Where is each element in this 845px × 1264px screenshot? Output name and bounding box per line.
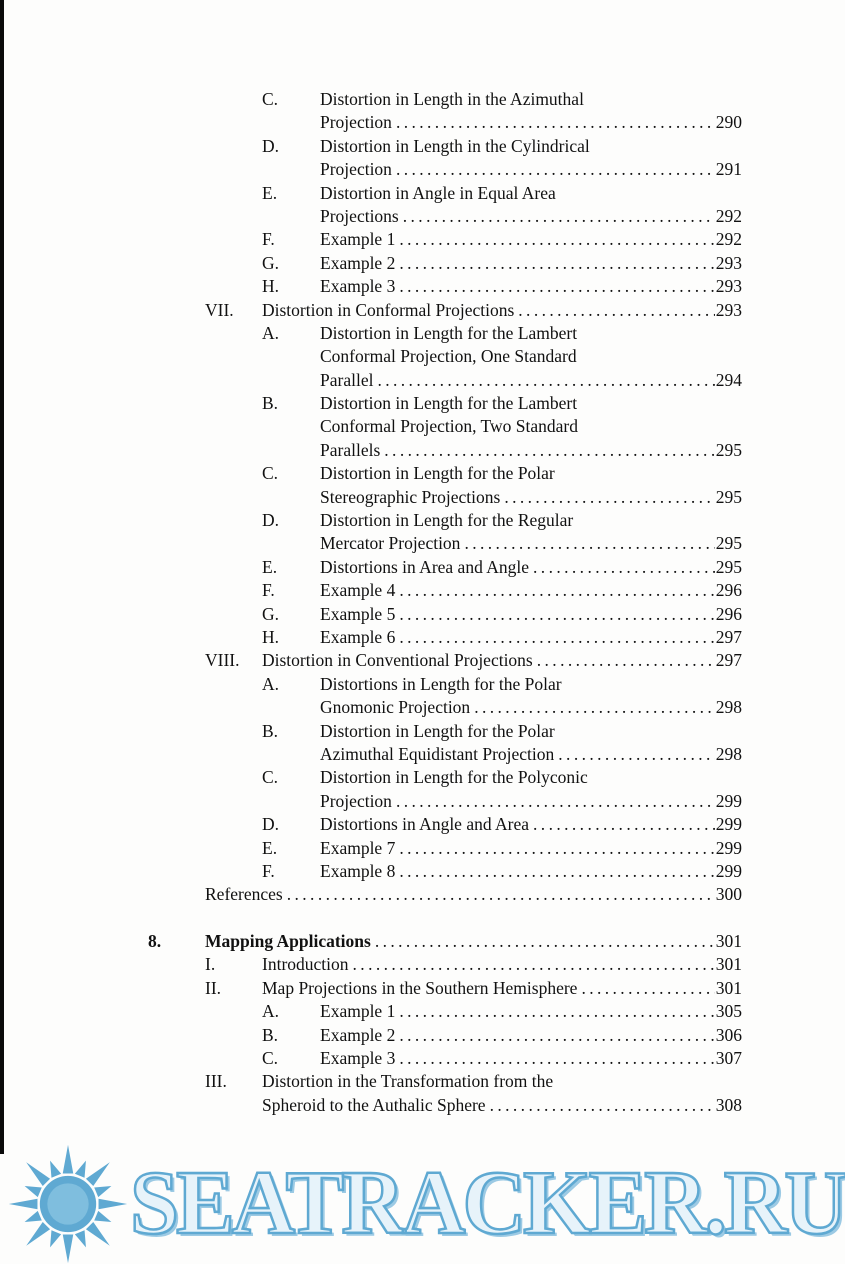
toc-page-number: 295	[715, 439, 742, 460]
toc-entry-number: F.	[262, 229, 275, 250]
toc-entry-text: Conformal Projection, Two Standard	[320, 416, 578, 437]
toc-row	[148, 415, 742, 438]
toc-entry-text: Example 2	[320, 1024, 396, 1045]
toc-entry-text: Gnomonic Projection	[320, 697, 471, 718]
toc-row	[148, 977, 742, 1000]
toc-row	[148, 743, 742, 766]
toc-entry-text: Projection	[320, 112, 392, 133]
toc-row	[148, 88, 742, 111]
dot-leader	[399, 228, 714, 251]
toc-entry-text: Distortion in Length for the Lambert	[320, 393, 578, 414]
toc-row	[148, 720, 742, 743]
toc-entry-number: III.	[205, 1071, 227, 1092]
toc-page-number: 298	[715, 697, 742, 718]
toc-entry-text: Example 6	[320, 626, 396, 647]
toc-entry-number: F.	[262, 580, 275, 601]
toc-page-number: 299	[715, 860, 742, 881]
scan-edge-artifact	[0, 0, 4, 1154]
toc-page-number: 298	[715, 743, 742, 764]
toc-entry-text: Distortions in Length for the Polar	[320, 673, 562, 694]
toc-page-number: 292	[715, 205, 742, 226]
toc-row	[148, 766, 742, 789]
toc-page-number: 305	[715, 1001, 742, 1022]
toc-page-number: 300	[715, 884, 742, 905]
toc-row	[148, 462, 742, 485]
toc-row	[148, 1024, 742, 1047]
toc-page-number: 293	[715, 276, 742, 297]
toc-page-number: 307	[715, 1048, 742, 1069]
toc-page-number: 294	[715, 369, 742, 390]
toc-entry-text: Example 8	[320, 860, 396, 881]
toc-entry-text: Azimuthal Equidistant Projection	[320, 743, 555, 764]
toc-entry-text: Distortion in Length for the Polar	[320, 720, 555, 741]
toc-entry-text: Example 1	[320, 1001, 396, 1022]
toc-row	[148, 1047, 742, 1070]
dot-leader	[399, 860, 714, 883]
toc-page-number: 297	[715, 626, 742, 647]
toc-entry-text: Distortion in Conformal Projections	[262, 299, 515, 320]
toc-entry-text: Distortion in Length in the Cylindrical	[320, 135, 590, 156]
dot-leader	[375, 930, 715, 953]
toc-entry-number: D.	[262, 135, 280, 156]
toc-page-number: 293	[715, 252, 742, 273]
dot-leader	[399, 252, 714, 275]
dot-leader	[537, 649, 715, 672]
toc-row	[148, 837, 742, 860]
toc-entry-text: Distortion in Length in the Azimuthal	[320, 89, 584, 109]
toc-entry-text: Mapping Applications	[205, 931, 371, 952]
toc-row	[148, 299, 742, 322]
toc-row	[148, 883, 742, 906]
toc-entry-text: Distortion in the Transformation from the	[262, 1071, 554, 1092]
dot-leader	[396, 790, 715, 813]
toc-page-number: 301	[715, 977, 742, 998]
toc-entry-number: E.	[262, 837, 278, 858]
toc-page-number: 308	[715, 1094, 742, 1115]
toc-row	[148, 322, 742, 345]
toc-page-number: 295	[715, 486, 742, 507]
toc-entry-text: Distortion in Conventional Projections	[262, 650, 533, 671]
toc-entry-text: Parallels	[320, 439, 381, 460]
sun-core-inner	[47, 1183, 88, 1224]
watermark	[0, 1142, 845, 1264]
toc-entry-number: I.	[205, 954, 216, 975]
dot-leader	[464, 532, 714, 555]
dot-leader	[353, 953, 715, 976]
watermark-text: SEATRACKER.RU	[130, 1153, 845, 1254]
toc-spacer	[148, 907, 742, 930]
toc-entry-number: F.	[262, 860, 275, 881]
toc-entry-text: Example 5	[320, 603, 396, 624]
toc-entry-number: VIII.	[205, 650, 240, 671]
toc-entry-text: Distortion in Angle in Equal Area	[320, 182, 556, 203]
toc-row	[148, 111, 742, 134]
toc-row	[148, 696, 742, 719]
dot-leader	[504, 486, 714, 509]
toc-entry-text: Conformal Projection, One Standard	[320, 346, 577, 367]
toc-entry-text: Example 3	[320, 1048, 396, 1069]
toc-row	[148, 532, 742, 555]
toc-entry-text: Spheroid to the Authalic Sphere	[262, 1094, 486, 1115]
toc-entry-number: H.	[262, 276, 280, 297]
toc-entry-number: C.	[262, 1048, 279, 1069]
toc-entry-number: H.	[262, 626, 280, 647]
toc-row	[148, 603, 742, 626]
toc-page-number: 293	[715, 299, 742, 320]
toc-page-number: 296	[715, 603, 742, 624]
toc-page-number: 299	[715, 814, 742, 835]
dot-leader	[287, 883, 715, 906]
toc-row	[148, 135, 742, 158]
dot-leader	[399, 1024, 714, 1047]
toc-entry-text: Projection	[320, 790, 392, 811]
toc-row	[148, 252, 742, 275]
toc	[148, 88, 742, 1117]
toc-page-number: 301	[715, 931, 742, 952]
toc-entry-number: E.	[262, 556, 278, 577]
toc-row	[148, 813, 742, 836]
toc-entry-text: Projection	[320, 159, 392, 180]
toc-entry-number: D.	[262, 814, 280, 835]
toc-entry-number: 8.	[148, 931, 162, 952]
toc-page-number: 299	[715, 837, 742, 858]
toc-page-number: 296	[715, 580, 742, 601]
toc-page-number: 291	[715, 159, 742, 180]
toc-entry-number: C.	[262, 463, 279, 484]
toc-entry-text: Distortions in Angle and Area	[320, 814, 530, 835]
dot-leader	[399, 603, 714, 626]
toc-entry-text: Parallel	[320, 369, 374, 390]
toc-row	[148, 345, 742, 368]
toc-entry-text: Example 4	[320, 580, 396, 601]
dot-leader	[384, 439, 714, 462]
sun-icon	[6, 1142, 130, 1264]
toc-row	[148, 860, 742, 883]
toc-page-number: 290	[715, 112, 742, 133]
toc-entry-text: References	[205, 884, 283, 905]
toc-row	[148, 953, 742, 976]
toc-entry-text: Mercator Projection	[320, 533, 461, 554]
dot-leader	[399, 1047, 714, 1070]
toc-row	[148, 369, 742, 392]
toc-row	[148, 1094, 742, 1117]
toc-page-number: 295	[715, 533, 742, 554]
toc-row	[148, 486, 742, 509]
toc-entry-number: E.	[262, 182, 278, 203]
toc-row	[148, 649, 742, 672]
toc-entry-text: Example 2	[320, 252, 396, 273]
toc-entry-number: C.	[262, 89, 279, 109]
toc-entry-number: D.	[262, 510, 280, 531]
toc-entry-text: Distortions in Area and Angle	[320, 556, 530, 577]
toc-page-number: 295	[715, 556, 742, 577]
toc-entry-number: B.	[262, 720, 279, 741]
toc-page-number: 297	[715, 650, 742, 671]
dot-leader	[377, 369, 714, 392]
dot-leader	[518, 299, 714, 322]
toc-row	[148, 509, 742, 532]
toc-row	[148, 930, 742, 953]
toc-row	[148, 579, 742, 602]
dot-leader	[581, 977, 714, 1000]
toc-page-number: 306	[715, 1024, 742, 1045]
toc-row	[148, 275, 742, 298]
toc-row	[148, 1070, 742, 1093]
dot-leader	[399, 275, 714, 298]
toc-page-number: 301	[715, 954, 742, 975]
toc-entry-text: Example 7	[320, 837, 396, 858]
toc-entry-number: A.	[262, 1001, 280, 1022]
toc-row	[148, 182, 742, 205]
dot-leader	[474, 696, 715, 719]
toc-row	[148, 556, 742, 579]
toc-entry-number: B.	[262, 393, 279, 414]
dot-leader	[558, 743, 714, 766]
toc-row	[148, 392, 742, 415]
toc-entry-number: A.	[262, 322, 280, 343]
dot-leader	[533, 813, 715, 836]
toc-row	[148, 1000, 742, 1023]
toc-row	[148, 205, 742, 228]
toc-row	[148, 158, 742, 181]
toc-page-number: 299	[715, 790, 742, 811]
toc-entry-text: Distortion in Length for the Regular	[320, 510, 574, 531]
toc-row	[148, 790, 742, 813]
dot-leader	[396, 111, 715, 134]
toc-entry-text: Distortion in Length for the Polyconic	[320, 767, 588, 788]
dot-leader	[399, 1000, 714, 1023]
toc-entry-number: A.	[262, 673, 280, 694]
dot-leader	[399, 837, 714, 860]
toc-row	[148, 626, 742, 649]
toc-entry-number: G.	[262, 252, 280, 273]
dot-leader	[399, 626, 714, 649]
toc-entry-text: Example 3	[320, 276, 396, 297]
toc-entry-text: Stereographic Projections	[320, 486, 501, 507]
toc-entry-text: Distortion in Length for the Polar	[320, 463, 555, 484]
toc-row	[148, 228, 742, 251]
toc-entry-number: II.	[205, 977, 222, 998]
toc-page-number: 292	[715, 229, 742, 250]
toc-entry-text: Projections	[320, 205, 399, 226]
toc-entry-text: Map Projections in the Southern Hemisphere	[262, 977, 578, 998]
dot-leader	[396, 158, 715, 181]
dot-leader	[533, 556, 715, 579]
toc-entry-number: VII.	[205, 299, 234, 320]
toc-entry-text: Example 1	[320, 229, 396, 250]
dot-leader	[490, 1094, 715, 1117]
toc-entry-text: Distortion in Length for the Lambert	[320, 322, 578, 343]
dot-leader	[403, 205, 715, 228]
toc-entry-number: C.	[262, 767, 279, 788]
toc-entry-text: Introduction	[262, 954, 349, 975]
toc-entry-number: G.	[262, 603, 280, 624]
toc-row	[148, 439, 742, 462]
toc-entry-number: B.	[262, 1024, 279, 1045]
dot-leader	[399, 579, 714, 602]
toc-row	[148, 673, 742, 696]
